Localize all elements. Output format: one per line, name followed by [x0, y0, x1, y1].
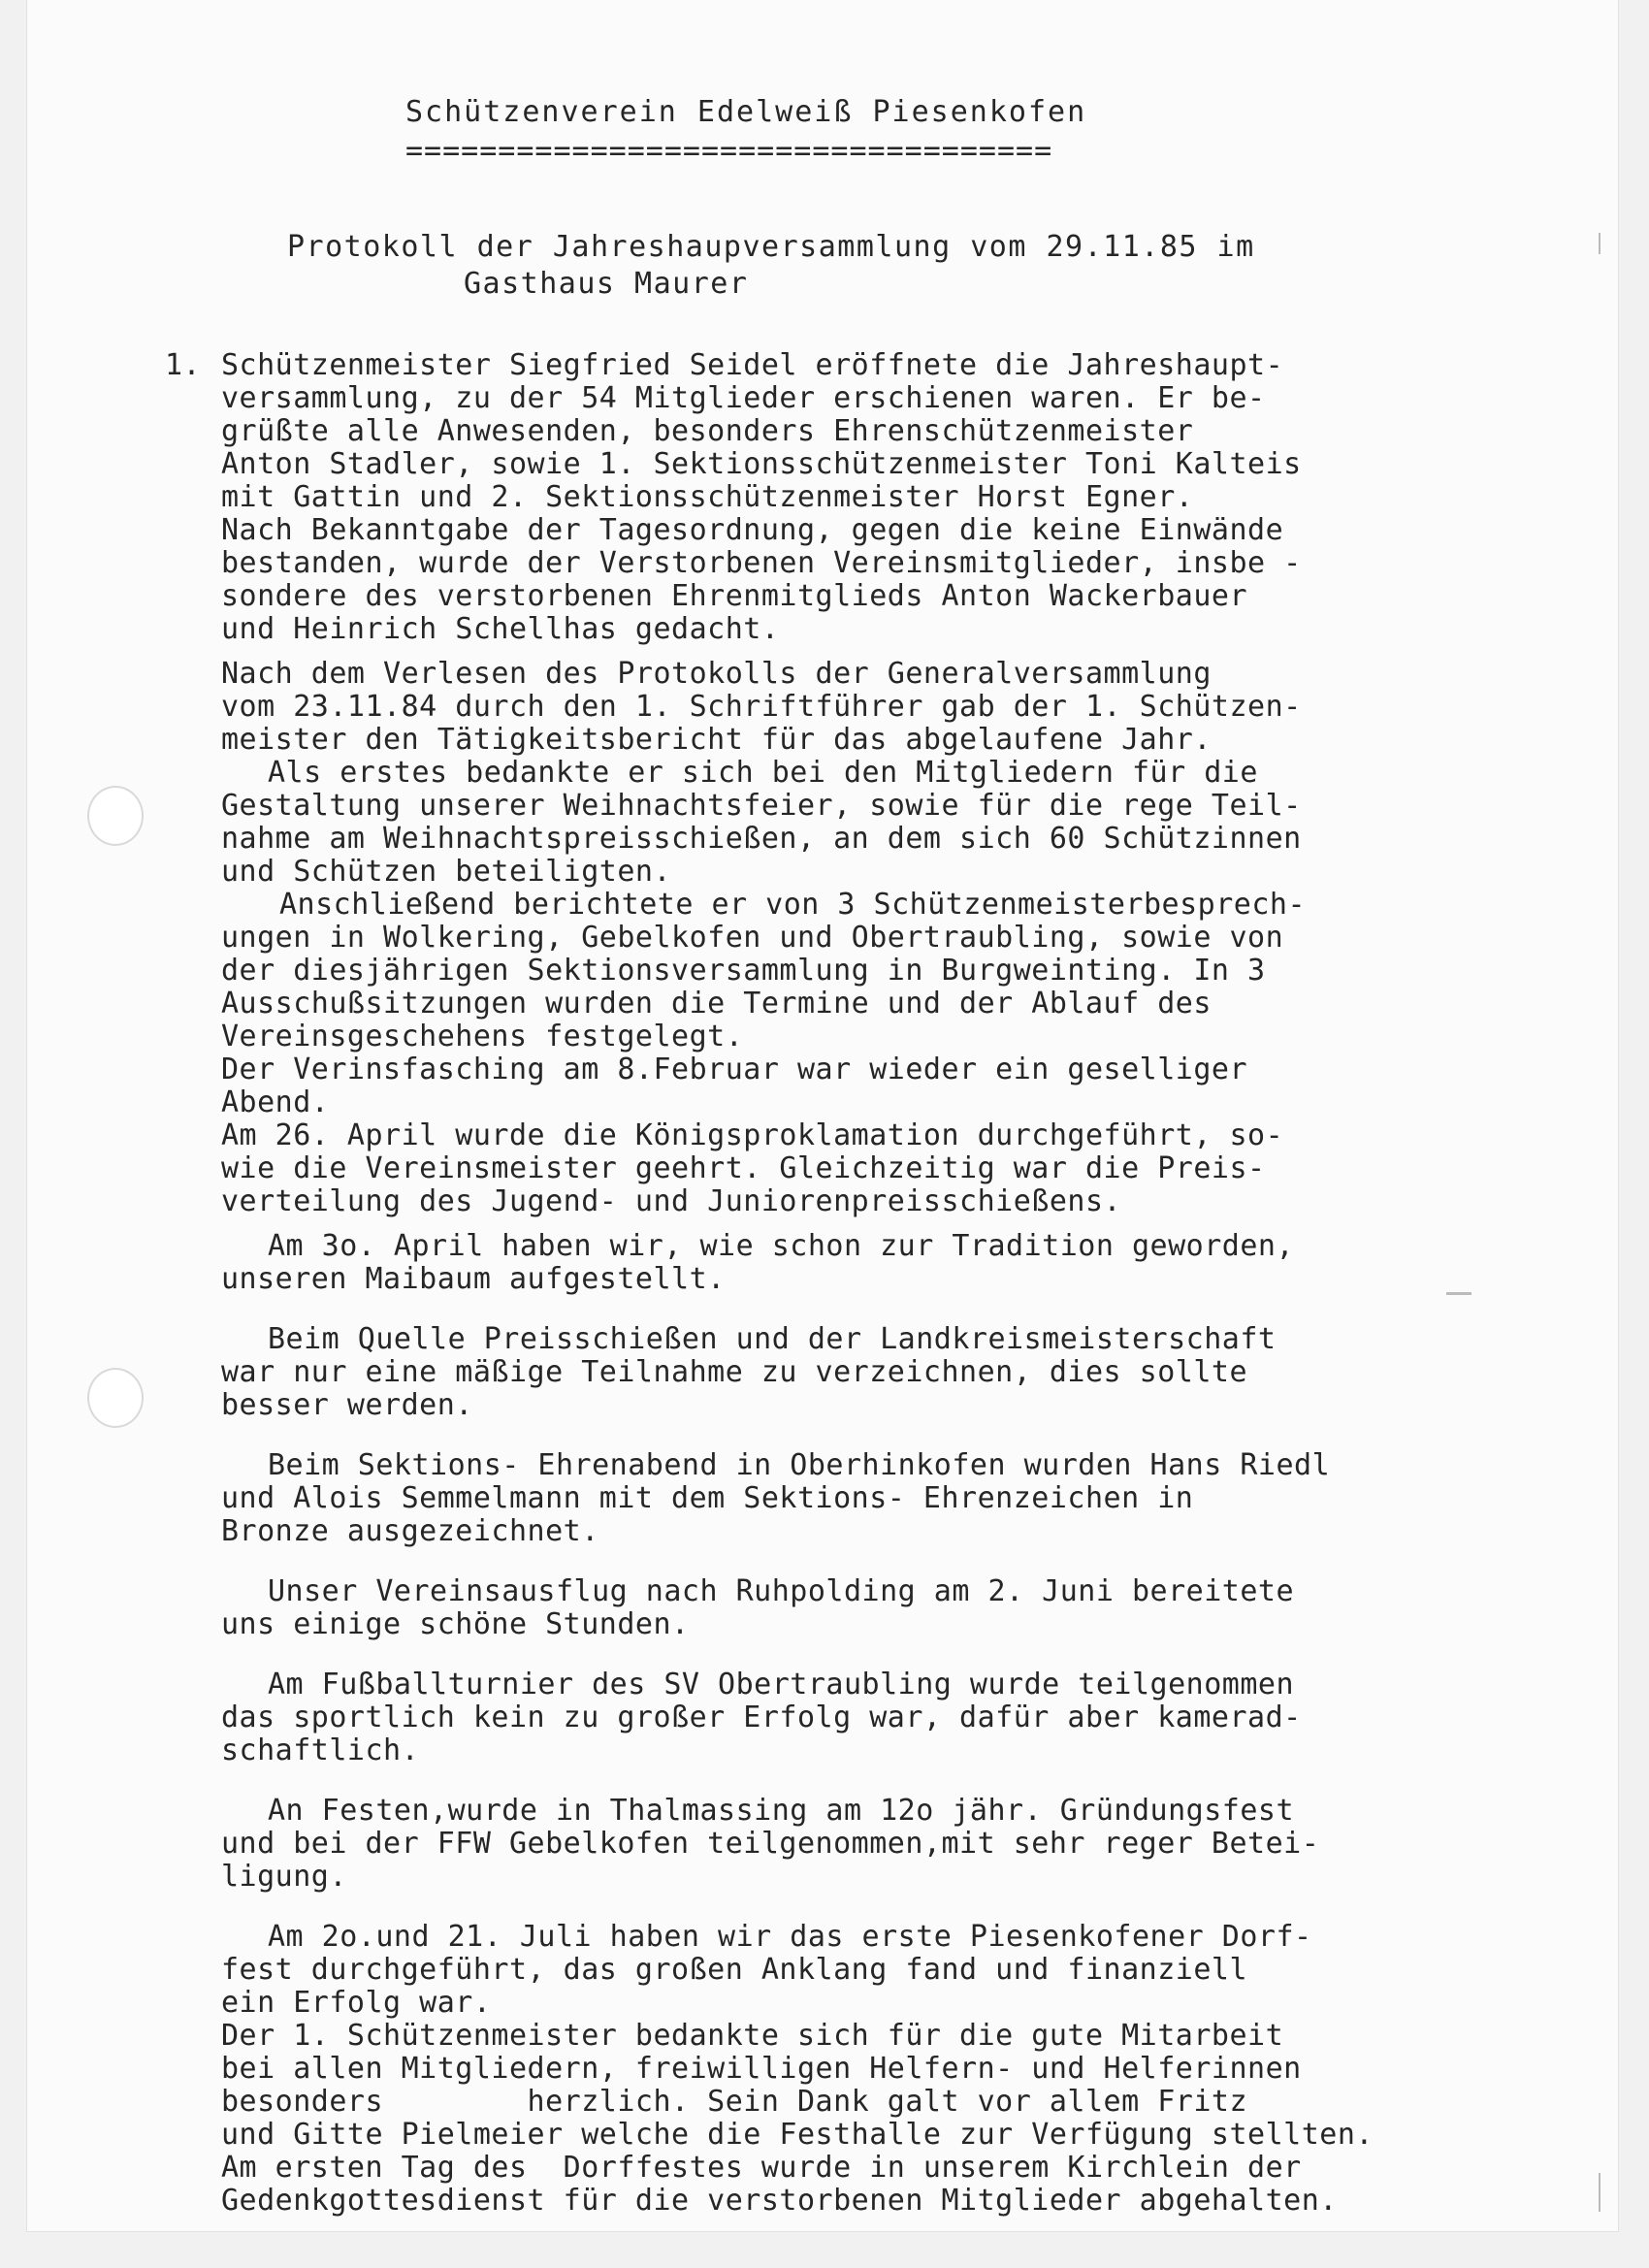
text-line: besser werden. — [221, 1388, 473, 1422]
scan-mark — [1599, 2173, 1600, 2212]
text-line: Abend. — [221, 1085, 330, 1119]
text-line: ligung. — [221, 1860, 347, 1894]
text-line: und bei der FFW Gebelkofen teilgenommen,mit sehr reger Betei- — [221, 1827, 1320, 1861]
paragraph-quelle-cont — [221, 1356, 1511, 1422]
header-underline: =================================== — [405, 134, 1053, 168]
paragraph-christmas — [221, 757, 1511, 790]
text-line: fest durchgeführt, das großen Anklang fand und finanziell — [221, 1953, 1248, 1987]
text-line: Der 1. Schützenmeister bedankte sich für die gute Mitarbeit — [221, 2019, 1284, 2053]
punch-hole — [87, 786, 144, 846]
text-line: der diesjährigen Sektionsversammlung in Burgweinting. In 3 — [221, 954, 1266, 988]
text-line: und Alois Semmelmann mit dem Sektions- Ehrenzeichen in — [221, 1481, 1194, 1515]
paragraph-fussball — [221, 1669, 1511, 1701]
text-line: Am 26. April wurde die Königsproklamation durchgeführt, so- — [221, 1118, 1284, 1152]
text-line: vom 23.11.84 durch den 1. Schriftführer gab der 1. Schützen- — [221, 690, 1302, 724]
text-line: Am 3o. April haben wir, wie schon zur Tradition geworden, — [268, 1229, 1295, 1263]
paragraph-ausflug-cont — [221, 1608, 1511, 1641]
document-title — [287, 229, 1255, 303]
text-line: meister den Tätigkeitsbericht für das abgelaufene Jahr. — [221, 723, 1212, 757]
text-line: ein Erfolg war. — [221, 1986, 492, 2020]
title-line: Gasthaus Maurer — [464, 267, 749, 301]
text-line: Am 2o.und 21. Juli haben wir das erste Piesenkofener Dorf- — [268, 1920, 1312, 1954]
paragraph-opening — [165, 348, 1511, 646]
paragraph-dorffest — [221, 1921, 1511, 1954]
paragraph-quelle — [221, 1323, 1511, 1356]
paragraph-feste-cont — [221, 1828, 1511, 1894]
paragraph-meetings-cont — [221, 922, 1511, 1218]
paragraph-ehrenabend — [221, 1449, 1511, 1482]
text-line: und Schützen beteiligten. — [221, 855, 672, 889]
paragraph-maibaum-cont — [221, 1263, 1511, 1296]
text-line: war nur eine mäßige Teilnahme zu verzeichnen, dies sollte — [221, 1355, 1248, 1389]
text-line: mit Gattin und 2. Sektionsschützenmeister Horst Egner. — [221, 480, 1194, 514]
text-line: und Heinrich Schellhas gedacht. — [221, 612, 780, 646]
text-line: schaftlich. — [221, 1733, 420, 1767]
text-line: sondere des verstorbenen Ehrenmitglieds Anton Wackerbauer — [221, 579, 1248, 613]
text-line: Beim Quelle Preisschießen und der Landkreismeisterschaft — [268, 1322, 1277, 1356]
text-line: das sportlich kein zu großer Erfolg war, dafür aber kamerad- — [221, 1701, 1302, 1734]
title-line: Protokoll der Jahreshaupversammlung vom 29.11.85 im — [287, 230, 1255, 264]
text-line: Nach Bekanntgabe der Tagesordnung, gegen die keine Einwände — [221, 513, 1284, 547]
text-line: Vereinsgeschehens festgelegt. — [221, 1020, 744, 1053]
text-line: An Festen,wurde in Thalmassing am 12o jähr. Gründungsfest — [268, 1794, 1295, 1828]
paragraph-ehrenabend-cont — [221, 1482, 1511, 1548]
paragraph-meetings — [221, 889, 1511, 922]
text-line: versammlung, zu der 54 Mitglieder erschienen waren. Er be- — [221, 381, 1266, 415]
text-line: bei allen Mitgliedern, freiwilligen Helfern- und Helferinnen — [221, 2052, 1302, 2086]
text-line: uns einige schöne Stunden. — [221, 1607, 690, 1641]
text-line: wie die Vereinsmeister geehrt. Gleichzeitig war die Preis- — [221, 1151, 1266, 1185]
text-line: Als erstes bedankte er sich bei den Mitgliedern für die — [268, 756, 1258, 790]
text-line: Bronze ausgezeichnet. — [221, 1514, 599, 1548]
text-line: Der Verinsfasching am 8.Februar war wieder ein geselliger — [221, 1053, 1248, 1086]
text-line: verteilung des Jugend- und Juniorenpreisschießens. — [221, 1184, 1122, 1218]
paragraph-fussball-cont — [221, 1701, 1511, 1767]
paragraph-dorffest-cont — [221, 1954, 1511, 2218]
text-line: Unser Vereinsausflug nach Ruhpolding am 2. Juni bereitete — [268, 1574, 1295, 1608]
scan-mark — [1599, 233, 1600, 254]
club-name: Schützenverein Edelweiß Piesenkofen — [405, 95, 1087, 129]
text-line: Am Fußballturnier des SV Obertraubling wurde teilgenommen — [268, 1668, 1295, 1701]
text-line: Schützenmeister Siegfried Seidel eröffnete die Jahreshaupt- — [221, 348, 1284, 382]
document-page — [27, 0, 1618, 2231]
paragraph-maibaum — [221, 1230, 1511, 1263]
paragraph-ausflug — [221, 1575, 1511, 1608]
text-line: Anton Stadler, sowie 1. Sektionsschützenmeister Toni Kalteis — [221, 447, 1302, 481]
paragraph-feste — [221, 1795, 1511, 1828]
text-line: bestanden, wurde der Verstorbenen Vereinsmitglieder, insbe - — [221, 546, 1302, 580]
text-line: nahme am Weihnachtspreisschießen, an dem sich 60 Schützinnen — [221, 822, 1302, 856]
text-line: Anschließend berichtete er von 3 Schützenmeisterbesprech- — [279, 888, 1307, 922]
text-line: Ausschußsitzungen wurden die Termine und der Ablauf des — [221, 987, 1212, 1021]
text-line: besonders herzlich. Sein Dank galt vor allem Fritz — [221, 2085, 1248, 2119]
text-line: und Gitte Pielmeier welche die Festhalle zur Verfügung stellten. — [221, 2118, 1374, 2152]
paragraph-minutes — [221, 658, 1511, 757]
document-header — [405, 93, 1086, 171]
text-line: Gestaltung unserer Weihnachtsfeier, sowie für die rege Teil- — [221, 789, 1302, 823]
text-line: ungen in Wolkering, Gebelkofen und Obertraubling, sowie von — [221, 921, 1284, 955]
text-line: Gedenkgottesdienst für die verstorbenen Mitglieder abgehalten. — [221, 2184, 1338, 2218]
text-line: grüßte alle Anwesenden, besonders Ehrenschützenmeister — [221, 414, 1194, 448]
punch-hole — [87, 1368, 144, 1428]
protocol-body — [165, 348, 1511, 2218]
text-line: unseren Maibaum aufgestellt. — [221, 1262, 726, 1296]
text-line: Nach dem Verlesen des Protokolls der Generalversammlung — [221, 657, 1212, 691]
paragraph-christmas-cont — [221, 790, 1511, 889]
item-number: 1. — [165, 348, 202, 382]
text-line: Am ersten Tag des Dorffestes wurde in unserem Kirchlein der — [221, 2151, 1302, 2185]
text-line: Beim Sektions- Ehrenabend in Oberhinkofen wurden Hans Riedl — [268, 1448, 1331, 1482]
